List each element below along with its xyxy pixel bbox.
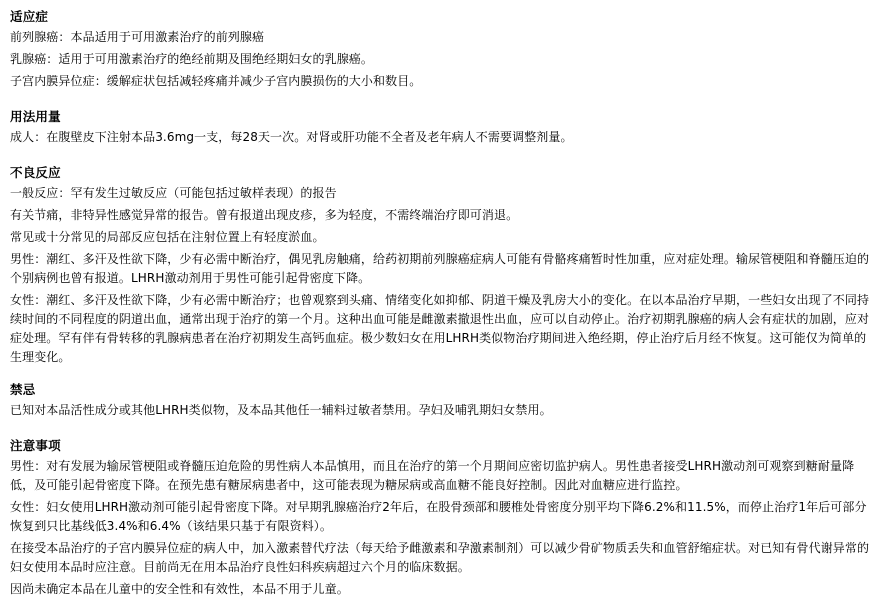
precautions-paragraph-female: 女性：妇女使用LHRH激动剂可能引起骨密度下降。对早期乳腺癌治疗2年后，在股骨颈部和腰椎处骨密度分别平均下降6.2%和11.5%，而停止治疗1年后可部分恢复到只比基线低3.4%和6.4%（该结果只基于有限资料）。 (10, 500, 867, 533)
section-title-precautions: 注意事项 (10, 438, 61, 453)
precautions-paragraph-endometriosis: 在接受本品治疗的子宫内膜异位症的病人中，加入激素替代疗法（每天给予雌激素和孕激素制剂）可以减少骨矿物质丢失和血管舒缩症状。对已知有骨代谢异常的妇女使用本品时应注意。目前尚无在用本品治疗良性妇科疾病超过六个月的临床数据。 (10, 541, 870, 574)
precautions-paragraph-male: 男性：对有发展为输尿管梗阻或脊髓压迫危险的男性病人本品慎用，而且在治疗的第一个月期间应密切监护病人。男性患者接受LHRH激动剂可观察到糖耐量降低，及可能引起骨密度下降。在预先患有糖尿病患者中，这可能表现为糖尿病或高血糖不能良好控制。因此对血糖应进行监控。 (10, 459, 855, 492)
adverse-paragraph-female: 女性：潮红、多汗及性欲下降，少有必需中断治疗；也曾观察到头痛、情绪变化如抑郁、阴道干燥及乳房大小的变化。在以本品治疗早期，一些妇女出现了不同持续时间的不同程度的阴道出血，通常出现于治疗的第一个月。这种出血可能是雌激素撤退性出血，应可以自动停止。治疗初期乳腺癌的病人会有症状的加剧，应对症处理。罕有伴有骨转移的乳腺病患者在治疗初期发生高钙血症。极少数妇女在用LHRH类似物治疗期间进入绝经期，停止治疗后月经不恢复。这可能仅为简单的生理变化。 (10, 293, 870, 364)
adverse-paragraph-male: 男性：潮红、多汗及性欲下降，少有必需中断治疗，偶见乳房触痛，给药初期前列腺癌症病人可能有骨骼疼痛暂时性加重，应对症处理。输尿管梗阻和脊髓压迫的个别病例也曾有报道。LHRH激动剂用于男性可能引起骨密度下降。 (10, 252, 870, 285)
section-gap-2 (10, 150, 872, 164)
section-gap-1 (10, 94, 872, 108)
adverse-paragraph-joint-pain: 有关节痛，非特异性感觉异常的报告。曾有报道出现皮疹，多为轻度，不需终端治疗即可消退。 (10, 208, 519, 222)
section-dosage (10, 108, 872, 147)
section-precautions (10, 437, 872, 599)
precautions-paragraph-children: 因尚未确定本品在儿童中的安全性和有效性，本品不用于儿童。 (10, 582, 349, 596)
section-gap-3 (10, 370, 872, 381)
section-title-dosage: 用法用量 (10, 109, 61, 124)
section-gap-4 (10, 423, 872, 437)
adverse-paragraph-local: 常见或十分常见的局部反应包括在注射位置上有轻度淤血。 (10, 230, 325, 244)
dosage-paragraph-adult: 成人：在腹壁皮下注射本品3.6mg一支，每28天一次。对肾或肝功能不全者及老年病人不需要调整剂量。 (10, 130, 573, 144)
section-adverse-reactions (10, 164, 872, 367)
section-indications (10, 8, 872, 91)
indications-paragraph-breast: 乳腺癌：适用于可用激素治疗的绝经前期及围绝经期妇女的乳腺癌。 (10, 52, 374, 66)
adverse-paragraph-general: 一般反应：罕有发生过敏反应（可能包括过敏样表现）的报告 (10, 186, 337, 200)
indications-paragraph-endometriosis: 子宫内膜异位症：缓解症状包括减轻疼痛并减少子宫内膜损伤的大小和数目。 (10, 74, 422, 88)
section-title-contraindications: 禁忌 (10, 382, 36, 397)
section-contraindications (10, 381, 872, 420)
section-title-adverse-reactions: 不良反应 (10, 165, 61, 180)
contraindications-paragraph: 已知对本品活性成分或其他LHRH类似物，及本品其他任一辅料过敏者禁用。孕妇及哺乳期妇女禁用。 (10, 403, 552, 417)
indications-paragraph-prostate: 前列腺癌：本品适用于可用激素治疗的前列腺癌 (10, 30, 265, 44)
section-title-indications: 适应症 (10, 9, 49, 24)
